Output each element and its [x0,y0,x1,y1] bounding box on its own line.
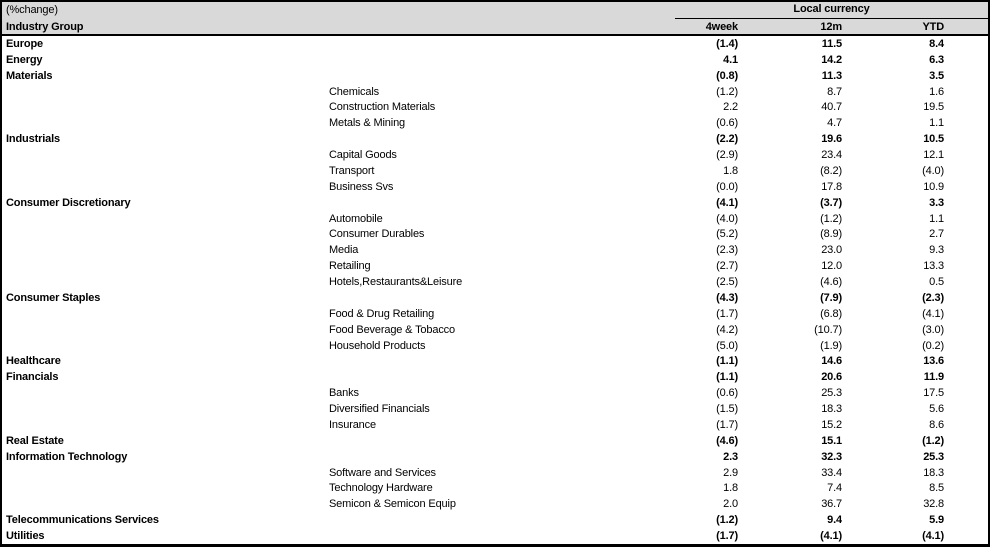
value-12m: 40.7 [821,101,842,114]
value-4week: 1.8 [723,164,738,177]
value-ytd: (4.0) [922,164,944,177]
value-4week: (0.0) [716,180,738,193]
table-row [2,481,988,497]
value-ytd: (4.1) [922,307,944,320]
value-12m: 25.3 [821,387,842,400]
table-row [2,465,988,481]
value-4week: (4.3) [716,291,738,304]
value-12m: 15.2 [821,418,842,431]
industry-label: Automobile [329,212,383,225]
value-4week: (1.7) [716,530,738,543]
value-12m: 17.8 [821,180,842,193]
table-row [2,68,988,84]
value-4week: 2.0 [723,498,738,511]
value-ytd: 1.1 [929,212,944,225]
value-ytd: 3.5 [929,69,944,82]
value-4week: (1.5) [716,403,738,416]
industry-label: Semicon & Semicon Equip [329,498,456,511]
table-row [2,84,988,100]
industry-label: Chemicals [329,85,379,98]
table-row [2,36,988,52]
industry-label: Diversified Financials [329,403,430,416]
value-12m: 15.1 [821,434,842,447]
column-header-4week: 4week [705,20,738,33]
value-12m: (1.9) [820,339,842,352]
table-row [2,258,988,274]
industry-label: Real Estate [6,434,64,447]
industry-label: Materials [6,69,53,82]
table-row [2,338,988,354]
value-ytd: 1.6 [929,85,944,98]
value-4week: (4.1) [716,196,738,209]
industry-label: Food Beverage & Tobacco [329,323,455,336]
value-ytd: 8.4 [929,37,944,50]
value-ytd: 11.9 [923,371,944,384]
industry-label: Metals & Mining [329,117,406,130]
value-12m: 20.6 [821,371,842,384]
value-ytd: 0.5 [929,276,944,289]
table-row [2,290,988,306]
value-ytd: 18.3 [923,466,944,479]
value-12m: 18.3 [821,403,842,416]
value-12m: 11.5 [821,37,842,50]
value-ytd: 12.1 [923,149,944,162]
value-12m: 4.7 [827,117,842,130]
value-12m: 19.6 [821,133,842,146]
table-row [2,528,988,544]
column-header-industry-group: Industry Group [6,20,84,33]
value-12m: 33.4 [821,466,842,479]
industry-label: Financials [6,371,59,384]
industry-label: Retailing [329,260,371,273]
table-row [2,433,988,449]
value-12m: 14.6 [821,355,842,368]
value-ytd: 5.6 [929,403,944,416]
industry-label: Utilities [6,530,45,543]
table-row [2,512,988,528]
industry-label: Household Products [329,339,426,352]
value-ytd: 17.5 [923,387,944,400]
industry-label: Insurance [329,418,376,431]
value-ytd: 10.9 [923,180,944,193]
table-row [2,179,988,195]
value-ytd: 8.5 [929,482,944,495]
value-4week: (5.2) [716,228,738,241]
industry-label: Construction Materials [329,101,436,114]
table-row [2,163,988,179]
table-header [2,2,988,36]
value-ytd: 32.8 [923,498,944,511]
value-4week: (5.0) [716,339,738,352]
industry-label: Technology Hardware [329,482,433,495]
industry-label: Consumer Durables [329,228,425,241]
value-ytd: 8.6 [929,418,944,431]
table-row [2,52,988,68]
table-row [2,354,988,370]
industry-label: Consumer Staples [6,291,101,304]
value-ytd: (3.0) [922,323,944,336]
local-currency-group-header [675,2,988,19]
value-12m: 36.7 [821,498,842,511]
column-header-ytd: YTD [922,20,944,33]
industry-label: Food & Drug Retailing [329,307,435,320]
industry-label: Banks [329,387,359,400]
value-12m: 32.3 [821,450,842,463]
value-4week: (4.2) [716,323,738,336]
value-ytd: 6.3 [929,53,944,66]
table-row [2,115,988,131]
table-row [2,100,988,116]
value-4week: (1.7) [716,307,738,320]
local-currency-label: Local currency [793,3,870,15]
value-12m: (4.1) [820,530,842,543]
value-ytd: 19.5 [923,101,944,114]
industry-label: Industrials [6,133,60,146]
value-12m: 7.4 [827,482,842,495]
value-4week: (2.9) [716,149,738,162]
value-ytd: 9.3 [929,244,944,257]
table-row [2,401,988,417]
value-12m: 23.0 [821,244,842,257]
value-12m: 23.4 [821,149,842,162]
header-row-top [2,2,988,19]
industry-label: Capital Goods [329,149,397,162]
table-row [2,274,988,290]
value-4week: (0.8) [716,69,738,82]
value-4week: (0.6) [716,117,738,130]
value-4week: (2.7) [716,260,738,273]
value-12m: (3.7) [820,196,842,209]
industry-label: Healthcare [6,355,61,368]
value-4week: 2.9 [723,466,738,479]
value-12m: 11.3 [821,69,842,82]
value-4week: (2.3) [716,244,738,257]
table-row [2,147,988,163]
table-row [2,496,988,512]
value-4week: 4.1 [723,53,738,66]
table-row [2,306,988,322]
table-row [2,211,988,227]
value-12m: (10.7) [814,323,842,336]
value-4week: (2.2) [716,133,738,146]
value-4week: (1.1) [716,371,738,384]
table-row [2,369,988,385]
value-ytd: 10.5 [923,133,944,146]
table-row [2,322,988,338]
value-4week: (1.2) [716,514,738,527]
value-4week: (1.7) [716,418,738,431]
value-ytd: 13.3 [923,260,944,273]
industry-label: Media [329,244,359,257]
percent-change-label: (%change) [6,4,58,16]
value-4week: (4.0) [716,212,738,225]
value-4week: (0.6) [716,387,738,400]
value-ytd: (4.1) [922,530,944,543]
industry-label: Transport [329,164,375,177]
industry-label: Energy [6,53,43,66]
value-ytd: 25.3 [923,450,944,463]
value-4week: 1.8 [723,482,738,495]
value-12m: (8.2) [820,164,842,177]
industry-label: Telecommunications Services [6,514,159,527]
value-ytd: 3.3 [929,196,944,209]
value-4week: (2.5) [716,276,738,289]
industry-label: Europe [6,37,43,50]
value-4week: (1.4) [716,37,738,50]
table-row [2,195,988,211]
table-row [2,385,988,401]
industry-label: Business Svs [329,180,394,193]
table-row [2,417,988,433]
table-row [2,449,988,465]
table-row [2,227,988,243]
industry-label: Consumer Discretionary [6,196,131,209]
industry-label: Software and Services [329,466,436,479]
table-row [2,131,988,147]
value-4week: (1.2) [716,85,738,98]
value-ytd: 2.7 [929,228,944,241]
industry-label: Information Technology [6,450,128,463]
value-4week: 2.3 [723,450,738,463]
value-12m: (1.2) [820,212,842,225]
value-ytd: 13.6 [923,355,944,368]
column-header-12m: 12m [820,20,842,33]
value-12m: (7.9) [820,291,842,304]
value-12m: (6.8) [820,307,842,320]
header-row-columns [2,19,988,34]
value-12m: (8.9) [820,228,842,241]
value-12m: 9.4 [827,514,842,527]
value-4week: (1.1) [716,355,738,368]
table-row [2,242,988,258]
value-ytd: (0.2) [922,339,944,352]
value-4week: (4.6) [716,434,738,447]
value-12m: 8.7 [827,85,842,98]
value-12m: 12.0 [821,260,842,273]
value-ytd: (1.2) [922,434,944,447]
value-12m: (4.6) [820,276,842,289]
value-4week: 2.2 [723,101,738,114]
value-12m: 14.2 [821,53,842,66]
value-ytd: 1.1 [929,117,944,130]
industry-label: Hotels,Restaurants&Leisure [329,276,463,289]
value-ytd: (2.3) [922,291,944,304]
table-body [2,36,988,544]
value-ytd: 5.9 [929,514,944,527]
